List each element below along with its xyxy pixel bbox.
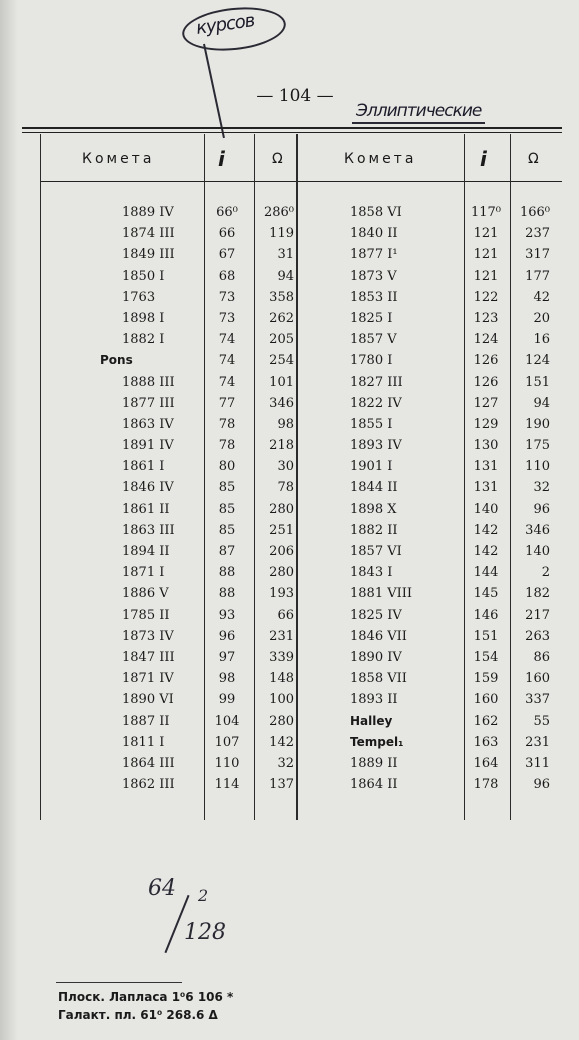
footnote-laplace: Плоск. Лапласа 1⁰6 106 *: [58, 990, 234, 1004]
left-comet-name: 1877 III: [122, 395, 175, 411]
table-top-rule: [22, 127, 562, 129]
left-node: 280: [269, 501, 294, 517]
left-node: 358: [269, 289, 294, 305]
left-node: 31: [277, 247, 294, 263]
left-inclination: 104: [214, 713, 240, 729]
footnote-galactic: Галакт. пл. 61⁰ 268.6 Δ: [58, 1008, 218, 1022]
right-node: 140: [525, 544, 550, 559]
header-i-left: i: [218, 147, 225, 171]
right-inclination: 142: [473, 522, 499, 538]
left-comet-name: 1849 III: [122, 247, 175, 263]
table-row: [0, 711, 579, 732]
header-comet-right: Комета: [344, 151, 417, 167]
left-inclination: 74: [218, 374, 236, 390]
right-inclination: 140: [473, 501, 499, 517]
left-comet-name: 1864 III: [122, 755, 175, 771]
right-node: 166⁰: [519, 205, 550, 220]
left-comet-name: 1882 I: [122, 332, 165, 348]
left-comet-name: 1871 I: [122, 565, 165, 581]
right-comet-name: 1827 III: [350, 374, 403, 390]
table-row: [0, 668, 579, 689]
comet-table: [0, 202, 579, 795]
right-node: 151: [525, 374, 550, 390]
right-node: 231: [525, 734, 550, 750]
left-inclination: 85: [218, 501, 236, 517]
table-row: [0, 689, 579, 710]
right-node: 177: [525, 268, 550, 284]
left-inclination: 67: [218, 247, 236, 263]
right-node: 175: [525, 438, 550, 454]
right-inclination: 126: [473, 374, 499, 390]
table-row: [0, 223, 579, 244]
table-row: [0, 605, 579, 626]
table-row: [0, 202, 579, 223]
left-comet-name: 1846 IV: [122, 480, 174, 496]
left-inclination: 78: [218, 416, 236, 432]
left-node: 98: [277, 416, 294, 432]
right-inclination: 142: [473, 544, 499, 559]
left-comet-name: 1861 II: [122, 501, 170, 517]
right-inclination: 123: [473, 310, 499, 326]
footnote-rule: [56, 982, 182, 983]
left-inclination: 80: [218, 459, 236, 475]
table-row: [0, 477, 579, 498]
left-inclination: 96: [218, 628, 236, 644]
left-node: 78: [277, 480, 294, 496]
left-node: 251: [269, 522, 294, 538]
right-comet-name: 1857 V: [350, 332, 397, 348]
right-comet-name: 1857 VI: [350, 544, 402, 559]
left-node: 205: [269, 332, 294, 348]
left-node: 119: [269, 226, 294, 242]
table-row: [0, 753, 579, 774]
left-inclination: 73: [218, 289, 236, 305]
handwritten-pointer-line: [203, 44, 225, 138]
left-inclination: 114: [214, 777, 240, 793]
left-node: 32: [277, 755, 294, 771]
right-inclination: 164: [473, 755, 499, 771]
header-node-right: Ω: [528, 151, 539, 167]
table-row: [0, 308, 579, 329]
table-row: [0, 456, 579, 477]
right-node: 16: [533, 332, 550, 348]
left-inclination: 66⁰: [216, 205, 238, 220]
left-comet-name: 1863 IV: [122, 416, 174, 432]
table-row: [0, 435, 579, 456]
right-node: 110: [525, 459, 550, 475]
left-inclination: 110: [214, 755, 240, 771]
right-inclination: 124: [473, 332, 499, 348]
right-inclination: 144: [473, 565, 499, 581]
right-node: 337: [525, 692, 550, 708]
right-comet-name: 1882 II: [350, 522, 398, 538]
right-comet-name: 1893 II: [350, 692, 398, 708]
handwritten-note-right: Эллиптические: [352, 101, 485, 124]
handwritten-note-top: курсов: [194, 10, 256, 39]
right-comet-name: 1846 VII: [350, 628, 407, 644]
header-node-left: Ω: [272, 151, 283, 167]
left-node: 66: [277, 607, 294, 623]
left-comet-name: 1888 III: [122, 374, 175, 390]
left-comet-name: 1861 I: [122, 459, 165, 475]
table-row: [0, 562, 579, 583]
page-number: — 104 —: [256, 86, 334, 106]
left-node: 231: [269, 628, 294, 644]
right-inclination: 159: [473, 671, 499, 687]
left-comet-name: 1898 I: [122, 310, 165, 326]
fraction-top: 64: [148, 876, 176, 901]
table-row: [0, 287, 579, 308]
header-i-right: i: [480, 147, 487, 171]
right-node: 94: [533, 395, 550, 411]
left-comet-name: 1894 II: [122, 544, 170, 559]
right-comet-name: 1780 I: [350, 353, 393, 369]
right-node: 346: [525, 522, 550, 538]
table-row: [0, 499, 579, 520]
left-node: 262: [269, 310, 294, 326]
right-inclination: 121: [473, 247, 499, 263]
left-node: 218: [269, 438, 294, 454]
right-node: 317: [525, 247, 550, 263]
table-top-rule-thin: [22, 132, 562, 133]
left-inclination: 73: [218, 310, 236, 326]
table-row: [0, 520, 579, 541]
left-comet-name: 1874 III: [122, 226, 175, 242]
right-comet-name: 1844 II: [350, 480, 398, 496]
right-node: 32: [533, 480, 550, 496]
right-comet-name: 1898 X: [350, 501, 397, 517]
left-comet-name: 1811 I: [122, 734, 165, 750]
right-inclination: 121: [473, 226, 499, 242]
right-inclination: 127: [473, 395, 499, 411]
right-comet-name: 1858 VII: [350, 671, 407, 687]
table-header: [22, 136, 562, 182]
table-row: [0, 732, 579, 753]
left-node: 193: [269, 586, 294, 602]
left-inclination: 99: [218, 692, 236, 708]
right-node: 237: [525, 226, 550, 242]
left-comet-name: 1862 III: [122, 777, 175, 793]
right-comet-name: Halley: [350, 713, 393, 728]
right-comet-name: 1893 IV: [350, 438, 402, 454]
left-comet-name: 1850 I: [122, 268, 165, 284]
right-inclination: 121: [473, 268, 499, 284]
right-inclination: 154: [473, 649, 499, 665]
fraction-mid: 2: [198, 886, 209, 905]
left-inclination: 98: [218, 671, 236, 687]
right-comet-name: 1873 V: [350, 268, 397, 284]
right-comet-name: 1853 II: [350, 289, 398, 305]
table-row: [0, 372, 579, 393]
left-comet-name: 1890 VI: [122, 692, 174, 708]
right-node: 217: [525, 607, 550, 623]
left-inclination: 97: [218, 649, 236, 665]
right-comet-name: 1855 I: [350, 416, 393, 432]
right-node: 20: [533, 310, 550, 326]
right-comet-name: 1864 II: [350, 777, 398, 793]
right-comet-name: 1858 VI: [350, 205, 402, 220]
left-node: 94: [277, 268, 294, 284]
left-comet-name: 1785 II: [122, 607, 170, 623]
right-node: 96: [533, 501, 550, 517]
left-comet-name: 1891 IV: [122, 438, 174, 454]
right-comet-name: 1840 II: [350, 226, 398, 242]
left-inclination: 85: [218, 480, 236, 496]
right-inclination: 145: [473, 586, 499, 602]
left-inclination: 88: [218, 565, 236, 581]
right-comet-name: 1825 I: [350, 310, 393, 326]
right-node: 190: [525, 416, 550, 432]
left-comet-name: 1886 V: [122, 586, 169, 602]
left-inclination: 74: [218, 353, 236, 369]
left-node: 30: [277, 459, 294, 475]
right-node: 124: [525, 353, 550, 369]
right-node: 96: [533, 777, 550, 793]
left-comet-name: 1847 III: [122, 649, 175, 665]
right-node: 55: [533, 713, 550, 729]
right-inclination: 131: [473, 459, 499, 475]
left-node: 286⁰: [263, 205, 294, 220]
table-row: [0, 266, 579, 287]
right-comet-name: 1889 II: [350, 755, 398, 771]
left-node: 254: [269, 353, 294, 369]
left-node: 280: [269, 565, 294, 581]
right-node: 182: [525, 586, 550, 602]
left-comet-name: 1887 II: [122, 713, 170, 729]
right-comet-name: 1843 I: [350, 565, 393, 581]
right-comet-name: 1890 IV: [350, 649, 402, 665]
table-row: [0, 647, 579, 668]
right-comet-name: 1901 I: [350, 459, 393, 475]
left-inclination: 78: [218, 438, 236, 454]
left-node: 339: [269, 649, 294, 665]
left-node: 142: [269, 734, 294, 750]
table-row: [0, 414, 579, 435]
right-inclination: 146: [473, 607, 499, 623]
right-comet-name: 1825 IV: [350, 607, 402, 623]
left-comet-name: 1889 IV: [122, 205, 174, 220]
left-node: 137: [269, 777, 294, 793]
left-node: 346: [269, 395, 294, 411]
right-inclination: 126: [473, 353, 499, 369]
left-comet-name: 1863 III: [122, 522, 175, 538]
table-row: [0, 541, 579, 562]
left-node: 148: [269, 671, 294, 687]
right-inclination: 160: [473, 692, 499, 708]
right-node: 42: [533, 289, 550, 305]
table-row: [0, 329, 579, 350]
right-comet-name: 1877 I¹: [350, 247, 398, 263]
table-row: [0, 626, 579, 647]
right-node: 86: [533, 649, 550, 665]
left-inclination: 87: [218, 544, 236, 559]
table-row: [0, 583, 579, 604]
right-node: 2: [541, 565, 550, 581]
right-node: 263: [525, 628, 550, 644]
right-inclination: 131: [473, 480, 499, 496]
left-inclination: 88: [218, 586, 236, 602]
right-comet-name: 1822 IV: [350, 395, 402, 411]
fraction-bottom: 128: [184, 920, 226, 945]
right-inclination: 162: [473, 713, 499, 729]
left-node: 206: [269, 544, 294, 559]
header-comet-left: Комета: [82, 151, 155, 167]
table-row: [0, 393, 579, 414]
right-inclination: 122: [473, 289, 499, 305]
table-row: [0, 244, 579, 265]
left-inclination: 107: [214, 734, 240, 750]
left-inclination: 68: [218, 268, 236, 284]
left-inclination: 93: [218, 607, 236, 623]
right-node: 311: [525, 755, 550, 771]
right-node: 160: [525, 671, 550, 687]
right-inclination: 151: [473, 628, 499, 644]
left-comet-name: 1763: [122, 289, 156, 305]
left-node: 100: [269, 692, 294, 708]
right-comet-name: 1881 VIII: [350, 586, 413, 602]
right-inclination: 178: [473, 777, 499, 793]
left-comet-name: 1873 IV: [122, 628, 174, 644]
left-inclination: 74: [218, 332, 236, 348]
left-comet-name: 1871 IV: [122, 671, 174, 687]
right-comet-name: Tempel₁: [350, 734, 404, 749]
left-inclination: 77: [218, 395, 236, 411]
right-inclination: 117⁰: [470, 205, 502, 220]
left-inclination: 66: [218, 226, 236, 242]
table-row: [0, 774, 579, 795]
left-inclination: 85: [218, 522, 236, 538]
right-inclination: 129: [473, 416, 499, 432]
left-node: 280: [269, 713, 294, 729]
right-inclination: 163: [473, 734, 499, 750]
table-row: [0, 350, 579, 371]
right-inclination: 130: [473, 438, 499, 454]
left-comet-name: Pons: [100, 353, 133, 368]
left-node: 101: [269, 374, 294, 390]
